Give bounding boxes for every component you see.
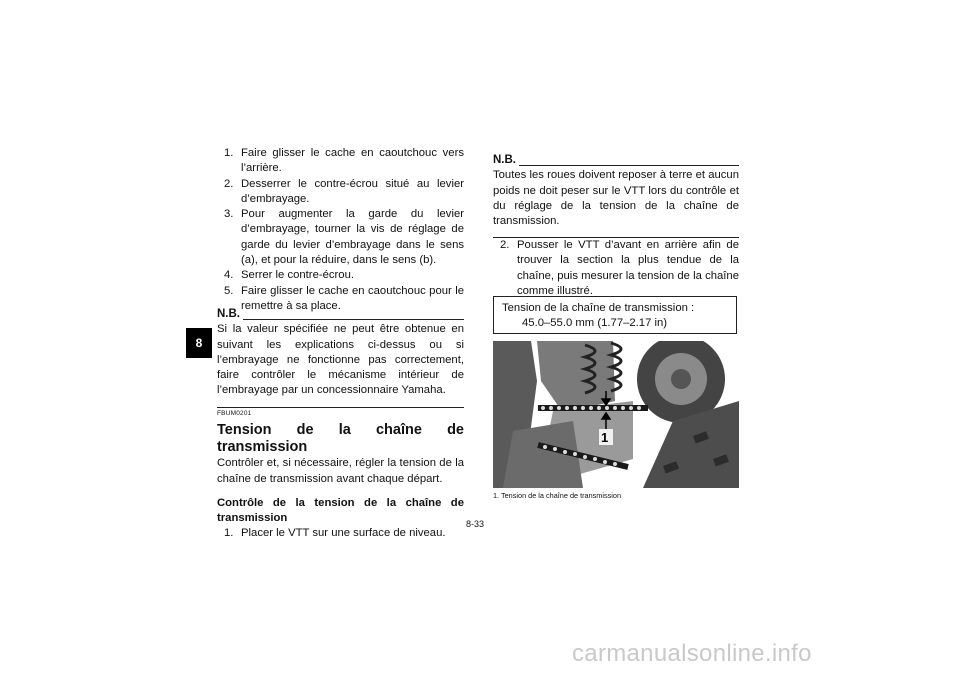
step-text: Serrer le contre-écrou. [241,269,355,282]
figure-callout: 1 [601,430,609,445]
chain-section [217,406,464,542]
chain-illustration [493,341,739,488]
step-3 [217,207,464,268]
step-number: 3. [224,208,234,221]
figure-caption: 1. Tension de la chaîne de transmission [493,491,622,500]
step-text: Faire glisser le cache en caoutchouc vers l’arrière. [241,147,464,175]
left-note [217,307,464,408]
step-text: Pousser le VTT d’avant en arrière afin de trouver la section la plus tendue de la chaîne, puis mesurer la tension de la chaîne comme illustré. [517,239,739,297]
step-number: 5. [224,284,234,297]
step-list-2 [217,526,464,541]
step-number: 2. [500,239,510,251]
note-title: N.B. [217,308,240,320]
step-list [217,146,464,314]
page-number: 8-33 [466,519,485,529]
step-2 [217,177,464,208]
right-steps [493,238,739,299]
step-number: 1. [224,527,234,540]
right-note [493,153,739,238]
section-tab: 8 [186,328,212,358]
step-text: Placer le VTT sur une surface de niveau. [241,527,446,540]
step-2b [493,238,739,299]
reference-code: FBUM0201 [217,410,252,417]
step-text: Faire glisser le cache en caoutchouc pour le remettre à sa place. [241,284,464,312]
left-column [217,146,464,314]
note-header [493,153,739,168]
step-number: 2. [224,177,234,190]
step-4 [217,268,464,283]
chain-photo [493,341,739,488]
spec-value: 45.0–55.0 mm (1.77–2.17 in) [522,317,668,329]
note-rule [243,319,464,320]
watermark: carmanualsonline.info [572,640,812,667]
note-text: Si la valeur spécifiée ne peut être obtenue en suivant les explications ci-dessus ou si l’embrayage ne fonctionne pas correctement, faire contrôler le mécanisme intérieur de l’embrayage par un concessionnaire Yamaha. [217,323,464,397]
subheading: Contrôle de la tension de la chaîne de transmission [217,496,464,525]
step-1 [217,146,464,177]
note-rule [519,165,739,166]
spec-label: Tension de la chaîne de transmission : [502,302,695,314]
step-text: Desserrer le contre-écrou situé au levier d’embrayage. [241,177,464,205]
step-number: 1. [224,147,234,159]
spec-box [493,296,737,334]
intro-text: Contrôler et, si nécessaire, régler la tension de la chaîne de transmission avant chaque départ. [217,457,464,485]
step-text: Pour augmenter la garde du levier d’embrayage, tourner la vis de réglage de garde du levier d’embrayage dans le sens (a), et pour la réduire, dans le sens (b). [241,208,464,267]
note-title: N.B. [493,154,516,166]
note-header [217,307,464,322]
step-list-3 [493,238,739,299]
note-text: Toutes les roues doivent reposer à terre et aucun poids ne doit peser sur le VTT lors du contrôle et du réglage de la tension de la chaîne de transmission. [493,169,739,228]
section-heading: Tension de la chaîne de transmission [217,422,464,456]
step-1b [217,526,464,541]
step-number: 4. [224,269,234,282]
